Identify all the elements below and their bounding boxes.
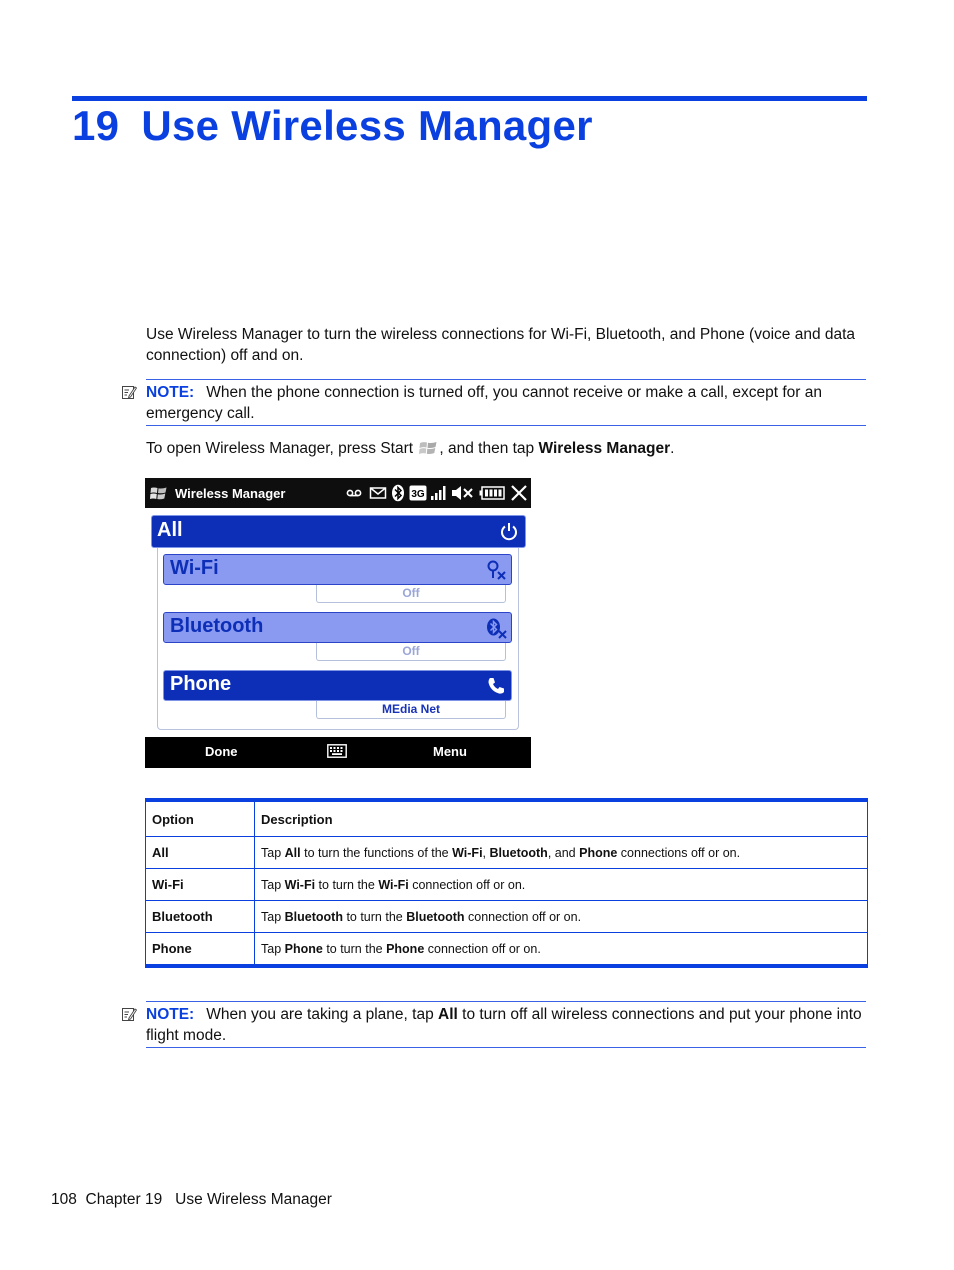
option-cell: Phone xyxy=(146,933,255,967)
battery-icon xyxy=(479,484,505,502)
note-text-bold: All xyxy=(438,1006,458,1023)
description-bold-term: Wi-Fi xyxy=(284,877,316,892)
footer-chapter: Chapter 19 xyxy=(85,1191,163,1208)
table-row xyxy=(146,869,868,901)
description-bold-term: All xyxy=(284,845,301,860)
open-instruction xyxy=(146,438,866,459)
description-text: Tap xyxy=(261,909,285,924)
table-row xyxy=(146,837,868,869)
bluetooth-icon xyxy=(391,484,405,502)
app-title: Wireless Manager xyxy=(175,486,286,501)
description-text: connection off or on. xyxy=(424,941,541,956)
description-cell xyxy=(255,837,868,869)
option-cell: Bluetooth xyxy=(146,901,255,933)
intro-paragraph: Use Wireless Manager to turn the wireless connections for Wi-Fi, Bluetooth, and Phone (voice and data connection) off and on. xyxy=(146,326,856,364)
wifi-toggle-button[interactable] xyxy=(163,554,512,585)
description-text: connections off or on. xyxy=(617,845,741,860)
chapter-title-text: Use Wireless Manager xyxy=(141,102,593,149)
open-instruction-text: To open Wireless Manager, press Start xyxy=(146,440,418,457)
description-bold-term: Bluetooth xyxy=(489,845,548,860)
note-box xyxy=(146,1001,866,1048)
page-number: 108 xyxy=(51,1191,77,1208)
menu-softkey[interactable]: Menu xyxy=(433,744,467,759)
footer-title: Use Wireless Manager xyxy=(175,1191,332,1208)
voicemail-icon xyxy=(346,484,362,502)
description-text: to turn the functions of the xyxy=(300,845,453,860)
bluetooth-toggle-button[interactable] xyxy=(163,612,512,643)
open-instruction-text-mid: , and then tap xyxy=(439,440,539,457)
description-bold-term: Wi-Fi xyxy=(452,845,483,860)
all-label: All xyxy=(157,519,183,541)
chapter-rule xyxy=(72,96,867,101)
note-text-end: to turn off all wireless connections and put your phone into flight mode. xyxy=(146,1006,862,1044)
phone-toggle-button[interactable] xyxy=(163,670,512,701)
table-row xyxy=(146,933,868,967)
open-instruction-bold: Wireless Manager xyxy=(538,440,671,457)
table-header-row xyxy=(146,800,868,837)
note-label: NOTE: xyxy=(146,384,195,401)
description-cell xyxy=(255,869,868,901)
phone-label: Phone xyxy=(170,673,232,695)
bluetooth-status: Off xyxy=(316,643,506,661)
3g-icon xyxy=(409,484,427,502)
done-softkey[interactable]: Done xyxy=(205,744,238,759)
page-footer xyxy=(51,1191,332,1209)
phone-status: MEdia Net xyxy=(316,701,506,719)
note-box xyxy=(146,379,866,426)
note-icon xyxy=(121,384,137,400)
chapter-title xyxy=(72,102,593,150)
description-bold-term: Wi-Fi xyxy=(378,877,409,892)
softkey-bar xyxy=(145,737,531,768)
options-table xyxy=(145,798,868,968)
description-text: Tap xyxy=(261,845,285,860)
wifi-off-icon xyxy=(485,559,507,581)
open-instruction-end: . xyxy=(670,440,675,457)
description-text: Tap xyxy=(261,941,285,956)
description-bold-term: Bluetooth xyxy=(284,909,343,924)
note-icon xyxy=(121,1006,137,1022)
keyboard-icon[interactable] xyxy=(327,744,347,758)
bluetooth-label: Bluetooth xyxy=(170,615,264,637)
manager-content xyxy=(145,508,531,737)
description-bold-term: Bluetooth xyxy=(406,909,465,924)
description-text: connection off or on. xyxy=(464,909,582,924)
svg-text:3G: 3G xyxy=(411,489,425,500)
message-icon xyxy=(369,484,387,502)
description-cell xyxy=(255,933,868,967)
description-text: , and xyxy=(547,845,580,860)
wireless-manager-screenshot xyxy=(145,478,531,768)
phone-icon xyxy=(485,675,507,697)
description-text: to turn the xyxy=(342,909,407,924)
option-cell: Wi-Fi xyxy=(146,869,255,901)
header-option: Option xyxy=(146,800,255,837)
all-toggle-button[interactable] xyxy=(151,515,526,548)
note-text: When you are taking a plane, tap xyxy=(206,1006,439,1023)
option-cell: All xyxy=(146,837,255,869)
wifi-label: Wi-Fi xyxy=(170,557,219,579)
note-text: When the phone connection is turned off, you cannot receive or make a call, except for an emergency call. xyxy=(146,384,822,422)
status-bar xyxy=(145,478,531,508)
close-icon[interactable] xyxy=(509,484,529,502)
header-description: Description xyxy=(255,800,868,837)
description-cell xyxy=(255,901,868,933)
signal-icon xyxy=(430,484,446,502)
description-text: to turn the xyxy=(322,941,387,956)
windows-flag-icon xyxy=(149,485,168,502)
description-text: connection off or on. xyxy=(408,877,526,892)
speaker-mute-icon xyxy=(450,484,474,502)
description-bold-term: Phone xyxy=(579,845,618,860)
description-text: , xyxy=(482,845,490,860)
wifi-status: Off xyxy=(316,585,506,603)
description-bold-term: Phone xyxy=(284,941,323,956)
windows-start-icon xyxy=(418,439,438,457)
description-bold-term: Phone xyxy=(386,941,425,956)
note-label: NOTE: xyxy=(146,1006,195,1023)
power-icon xyxy=(499,521,519,541)
chapter-number: 19 xyxy=(72,102,120,149)
table-row xyxy=(146,901,868,933)
description-text: Tap xyxy=(261,877,285,892)
description-text: to turn the xyxy=(315,877,379,892)
bluetooth-off-icon xyxy=(485,617,507,639)
